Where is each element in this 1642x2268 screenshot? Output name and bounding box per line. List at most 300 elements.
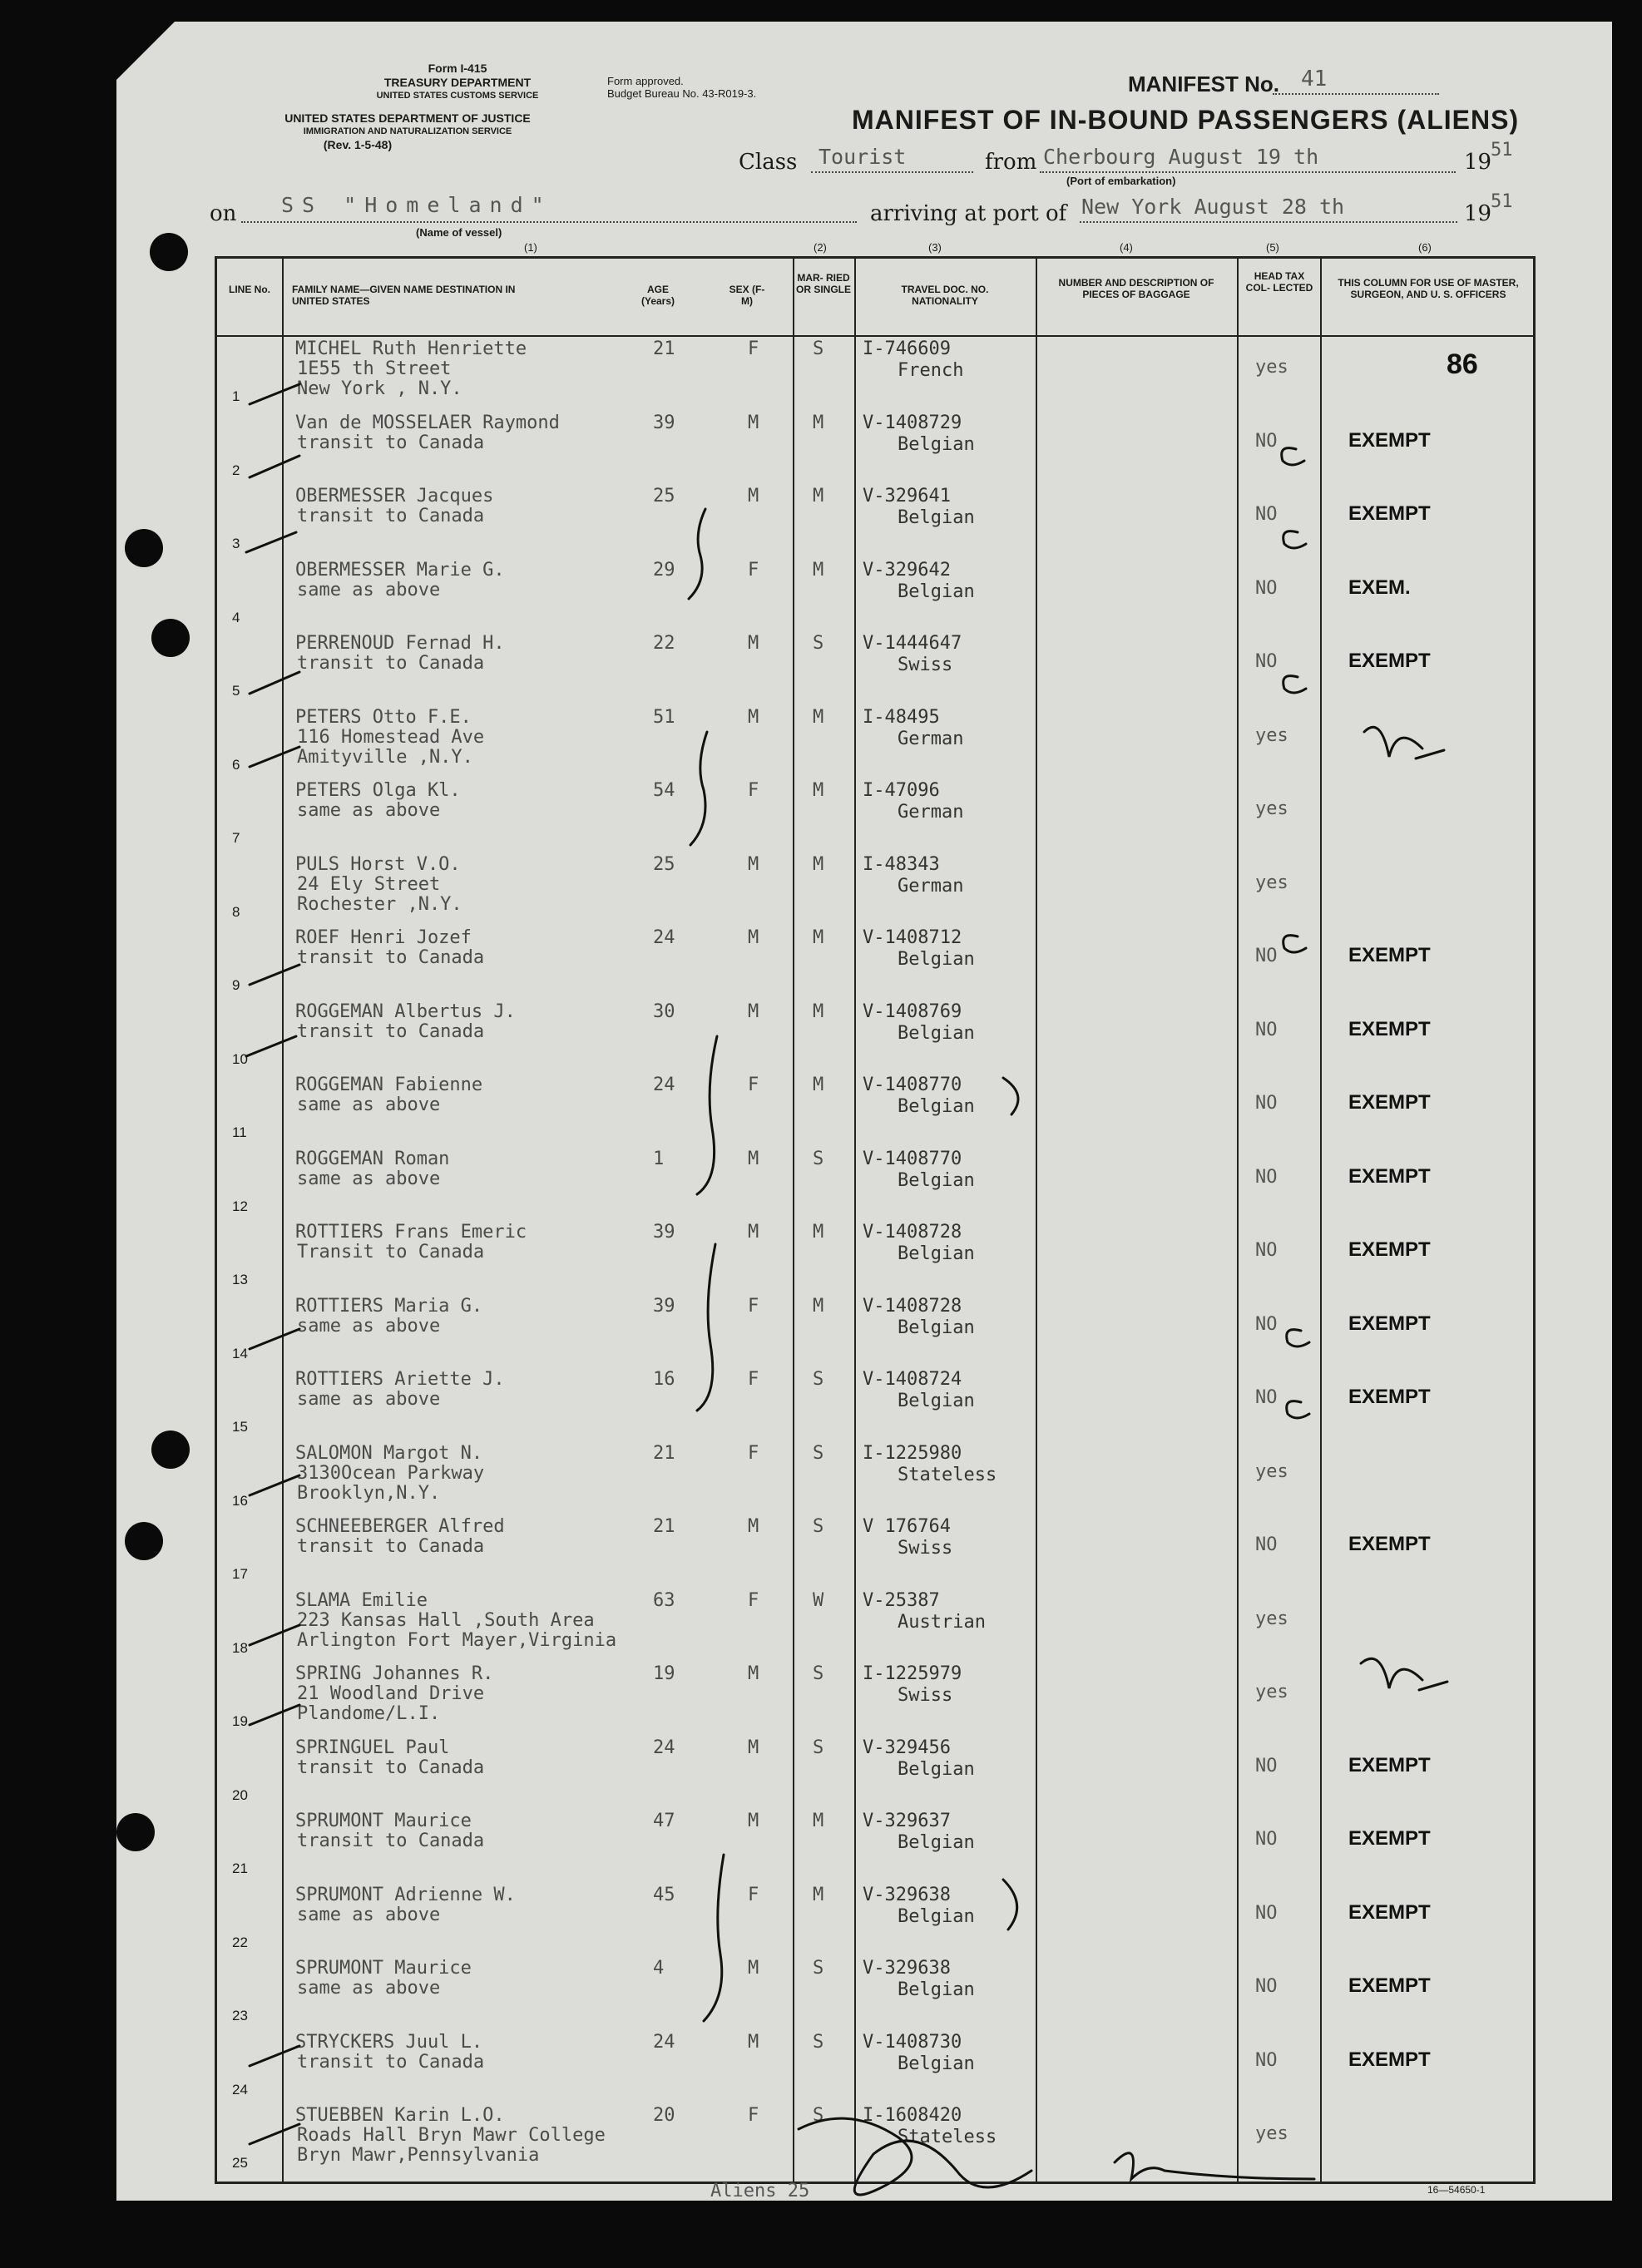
marital-status: S (813, 1148, 824, 1169)
customs-service: UNITED STATES CUSTOMS SERVICE (376, 91, 539, 101)
passenger-name: Van de MOSSELAER Raymond (295, 412, 560, 433)
officer-note: EXEMPT (1348, 428, 1431, 452)
passenger-name: MICHEL Ruth Henriette (295, 338, 527, 359)
col-number-2: (2) (814, 241, 827, 254)
officer-note: EXEMPT (1348, 1753, 1431, 1776)
officer-note: EXEMPT (1348, 1900, 1431, 1924)
destination-line-1: 116 Homestead Ave (297, 726, 485, 748)
age-value: 39 (653, 1222, 675, 1243)
col-number-1: (1) (524, 241, 537, 254)
sex-value: M (748, 1663, 759, 1684)
age-value: 45 (653, 1884, 675, 1905)
head-tax-value: NO (1255, 1019, 1278, 1040)
sex-value: F (748, 2105, 759, 2126)
col-header-baggage: NUMBER AND DESCRIPTION OF PIECES OF BAGGAGE (1058, 277, 1214, 300)
destination-line-2: Arlington Fort Mayer,Virginia (297, 1629, 617, 1651)
sex-value: M (748, 486, 759, 506)
sex-value: M (748, 853, 759, 875)
head-tax-value: NO (1255, 651, 1278, 672)
table-row (217, 631, 1533, 704)
nationality: Belgian (898, 1758, 975, 1780)
head-tax-value: NO (1255, 946, 1278, 966)
head-tax-value: NO (1255, 1976, 1278, 1997)
sex-value: F (748, 559, 759, 581)
sex-value: F (748, 1295, 759, 1317)
col-header-line-no: LINE No. (229, 284, 270, 295)
manifest-no-value: 41 (1301, 67, 1328, 91)
nationality: Belgian (898, 2053, 975, 2074)
col-number-5: (5) (1266, 241, 1279, 254)
table-row (217, 926, 1533, 999)
head-tax-value: NO (1255, 430, 1278, 452)
travel-doc-number: V-329456 (863, 1737, 951, 1758)
travel-doc-number: V-1408769 (863, 1001, 962, 1022)
officer-note: EXEMPT (1348, 1017, 1431, 1040)
nationality: Belgian (898, 581, 975, 602)
table-row (217, 1367, 1533, 1440)
sex-value: M (748, 927, 759, 948)
passenger-name: ROEF Henri Jozef (295, 927, 472, 948)
passenger-name: SPRUMONT Maurice (295, 1958, 472, 1979)
destination-line-1: 1E55 th Street (297, 358, 452, 379)
year-2: 51 (1491, 191, 1513, 212)
nationality: Stateless (898, 2127, 997, 2147)
nationality: Belgian (898, 1317, 975, 1338)
destination-line-1: transit to Canada (297, 1536, 485, 1557)
nationality: Belgian (898, 1096, 975, 1117)
line-number: 11 (232, 1124, 247, 1140)
passenger-name: SLAMA Emilie (295, 1589, 428, 1611)
sex-value: M (748, 1222, 759, 1243)
head-tax-value: yes (1255, 2123, 1288, 2144)
destination-line-1: transit to Canada (297, 1757, 485, 1778)
passenger-name: ROTTIERS Ariette J. (295, 1369, 505, 1390)
head-tax-value: NO (1255, 577, 1278, 599)
age-value: 54 (653, 780, 675, 801)
age-value: 30 (653, 1001, 675, 1022)
col-header-age: AGE (Years) (640, 284, 675, 307)
footer-code: 16—54650-1 (1427, 2184, 1486, 2196)
head-tax-value: NO (1255, 1240, 1278, 1261)
travel-doc-number: I-48343 (863, 853, 940, 875)
head-tax-value: NO (1255, 1829, 1278, 1850)
line-number: 1 (232, 388, 240, 404)
manifest-no-line (1273, 93, 1439, 95)
sex-value: F (748, 1589, 759, 1611)
passenger-name: PETERS Olga Kl. (295, 780, 461, 801)
line-number: 23 (232, 2008, 248, 2023)
line-number: 24 (232, 2081, 248, 2098)
passenger-name: SCHNEEBERGER Alfred (295, 1516, 505, 1537)
destination-line-1: 24 Ely Street (297, 873, 441, 895)
punch-hole (116, 1813, 155, 1851)
on-label: on (210, 201, 237, 226)
form-number: Form I-415 (428, 62, 487, 75)
port-embarkation-caption: (Port of embarkation) (1066, 175, 1176, 187)
destination-line-1: transit to Canada (297, 947, 485, 968)
marital-status: M (813, 780, 824, 801)
destination-line-2: Amityville ,N.Y. (297, 746, 473, 768)
head-tax-value: NO (1255, 1093, 1278, 1114)
line-number: 12 (232, 1198, 248, 1214)
officer-note: EXEMPT (1348, 1312, 1431, 1335)
treasury-department: TREASURY DEPARTMENT (383, 76, 532, 89)
age-value: 24 (653, 1737, 675, 1758)
nationality: French (898, 360, 964, 381)
passenger-name: SPRINGUEL Paul (295, 1737, 450, 1758)
officer-note: EXEMPT (1348, 1238, 1431, 1261)
punch-hole (151, 1430, 190, 1469)
travel-doc-number: V-1408730 (863, 2031, 962, 2053)
class-value: Tourist (819, 145, 907, 169)
col-header-head-tax: HEAD TAX COL- LECTED (1245, 270, 1313, 294)
nationality: Belgian (898, 1979, 975, 2000)
travel-doc-number: V-329638 (863, 1884, 951, 1905)
sex-value: F (748, 338, 759, 359)
line-number: 13 (232, 1272, 248, 1287)
head-tax-value: NO (1255, 1313, 1278, 1335)
age-value: 21 (653, 1442, 675, 1464)
budget-bureau: Budget Bureau No. 43-R019-3. (607, 87, 757, 100)
sex-value: F (748, 1369, 759, 1390)
age-value: 4 (653, 1958, 665, 1979)
age-value: 21 (653, 1516, 675, 1537)
destination-line-1: 21 Woodland Drive (297, 1683, 485, 1704)
marital-status: M (813, 412, 824, 433)
destination-line-1: transit to Canada (297, 506, 485, 526)
table-row (217, 2103, 1533, 2177)
vessel-caption: (Name of vessel) (416, 226, 502, 239)
age-value: 25 (653, 486, 675, 506)
passenger-name: OBERMESSER Marie G. (295, 559, 505, 581)
line-number: 25 (232, 2155, 248, 2171)
destination-line-1: same as above (297, 1168, 441, 1189)
year-prefix-2: 19 (1464, 201, 1492, 226)
nationality: Belgian (898, 1832, 975, 1853)
marital-status: M (813, 1222, 824, 1243)
nationality: Belgian (898, 1905, 975, 1927)
col-header-sex: SEX (F-M) (729, 284, 765, 307)
head-tax-value: yes (1255, 1460, 1288, 1482)
sex-value: F (748, 1075, 759, 1095)
passenger-name: STRYCKERS Juul L. (295, 2031, 483, 2053)
table-row (217, 337, 1533, 410)
travel-doc-number: I-48495 (863, 706, 940, 728)
travel-doc-number: V-329642 (863, 559, 951, 581)
table-row (217, 484, 1533, 557)
travel-doc-number: V-1408728 (863, 1295, 962, 1317)
head-tax-value: NO (1255, 1534, 1278, 1555)
age-value: 39 (653, 1295, 675, 1317)
head-tax-value: NO (1255, 1166, 1278, 1188)
age-value: 25 (653, 853, 675, 875)
officer-note: EXEMPT (1348, 1827, 1431, 1850)
sex-value: M (748, 1148, 759, 1169)
officer-note: EXEMPT (1348, 2048, 1431, 2071)
head-tax-value: yes (1255, 724, 1288, 746)
officer-note: EXEMPT (1348, 1974, 1431, 1997)
table-row (217, 778, 1533, 852)
arriving-line (1080, 221, 1457, 223)
travel-doc-number: V-1408770 (863, 1075, 962, 1095)
line-number: 6 (232, 756, 240, 773)
line-number: 8 (232, 903, 240, 920)
marital-status: S (813, 1737, 824, 1758)
line-number: 3 (232, 536, 240, 551)
punch-hole (150, 233, 188, 271)
age-value: 20 (653, 2105, 675, 2126)
marital-status: M (813, 927, 824, 948)
officer-note: EXEMPT (1348, 1386, 1431, 1408)
nationality: German (898, 802, 964, 823)
passenger-name: ROGGEMAN Fabienne (295, 1075, 483, 1095)
nationality: Swiss (898, 655, 953, 675)
marital-status: S (813, 1442, 824, 1464)
sex-value: M (748, 1516, 759, 1537)
age-value: 39 (653, 412, 675, 433)
line-number: 9 (232, 977, 240, 993)
line-number: 20 (232, 1786, 248, 1803)
marital-status: S (813, 1663, 824, 1684)
destination-line-2: Rochester ,N.Y. (297, 893, 462, 915)
line-number: 17 (232, 1566, 248, 1582)
table-row (217, 1662, 1533, 1735)
sex-value: F (748, 1884, 759, 1905)
table-row (217, 1441, 1533, 1514)
table-row (217, 1000, 1533, 1073)
from-line (1040, 171, 1456, 173)
age-value: 19 (653, 1663, 675, 1684)
head-tax-value: NO (1255, 1902, 1278, 1924)
destination-line-2: New York , N.Y. (297, 378, 462, 399)
sex-value: M (748, 1811, 759, 1831)
head-tax-value: NO (1255, 1387, 1278, 1408)
travel-doc-number: V-1408728 (863, 1222, 962, 1243)
nationality: German (898, 728, 964, 749)
officer-note: EXEMPT (1348, 1533, 1431, 1555)
destination-line-1: 3130Ocean Parkway (297, 1462, 485, 1484)
col-header-travel-doc: TRAVEL DOC. NO. NATIONALITY (901, 284, 989, 307)
table-row (217, 852, 1533, 926)
table-row (217, 2030, 1533, 2103)
passenger-name: SPRUMONT Adrienne W. (295, 1884, 516, 1905)
destination-line-1: same as above (297, 1315, 441, 1337)
passenger-name: PETERS Otto F.E. (295, 706, 472, 728)
sex-value: M (748, 412, 759, 433)
marital-status: S (813, 633, 824, 654)
col-header-name: FAMILY NAME—GIVEN NAME DESTINATION IN UNITED STATES (292, 284, 516, 307)
revision-date: (Rev. 1-5-48) (323, 138, 393, 151)
age-value: 16 (653, 1369, 675, 1390)
marital-status: S (813, 1958, 824, 1979)
destination-line-1: transit to Canada (297, 2051, 485, 2073)
col-header-officers: THIS COLUMN FOR USE OF MASTER, SURGEON, AND U. S. OFFICERS (1338, 277, 1519, 300)
line-number: 15 (232, 1419, 248, 1435)
table-row (217, 1589, 1533, 1662)
col-number-4: (4) (1120, 241, 1133, 254)
travel-doc-number: V-329641 (863, 486, 951, 506)
passenger-name: SALOMON Margot N. (295, 1442, 483, 1464)
travel-doc-number: I-1608420 (863, 2105, 962, 2126)
table-row (217, 1220, 1533, 1293)
sex-value: M (748, 633, 759, 654)
punch-hole (125, 529, 163, 567)
line-number: 5 (232, 683, 240, 699)
passenger-name: ROGGEMAN Albertus J. (295, 1001, 516, 1022)
table-row (217, 558, 1533, 631)
destination-line-1: transit to Canada (297, 1020, 485, 1042)
destination-line-2: Brooklyn,N.Y. (297, 1482, 441, 1504)
destination-line-1: same as above (297, 1904, 441, 1925)
line-number: 7 (232, 830, 240, 846)
destination-line-1: same as above (297, 800, 441, 821)
ins-service: IMMIGRATION AND NATURALIZATION SERVICE (303, 126, 512, 136)
nationality: Belgian (898, 1391, 975, 1411)
destination-line-1: Transit to Canada (297, 1242, 485, 1262)
vessel-line (241, 221, 857, 223)
table-row (217, 1294, 1533, 1367)
col-number-6: (6) (1418, 241, 1432, 254)
marital-status: M (813, 1075, 824, 1095)
table-row (217, 1883, 1533, 1956)
travel-doc-number: I-1225980 (863, 1442, 962, 1464)
destination-line-1: transit to Canada (297, 653, 485, 674)
line-number: 16 (232, 1492, 248, 1509)
nationality: Belgian (898, 1022, 975, 1044)
destination-line-1: same as above (297, 1094, 441, 1115)
officer-note: EXEM. (1348, 576, 1411, 599)
nationality: Stateless (898, 1464, 997, 1485)
form-approved: Form approved. (607, 75, 684, 87)
passenger-name: OBERMESSER Jacques (295, 486, 494, 506)
destination-line-1: transit to Canada (297, 1831, 485, 1851)
travel-doc-number: V-329638 (863, 1958, 951, 1979)
travel-doc-number: V-1408770 (863, 1148, 962, 1169)
nationality: Belgian (898, 433, 975, 455)
head-tax-value: yes (1255, 357, 1288, 378)
sex-value: M (748, 1737, 759, 1758)
marital-status: M (813, 853, 824, 875)
table-row (217, 1809, 1533, 1882)
arriving-label: arriving at port of (870, 201, 1067, 226)
head-tax-value: yes (1255, 1608, 1288, 1629)
table-row (217, 1956, 1533, 2029)
officer-note: EXEMPT (1348, 944, 1431, 966)
sex-value: F (748, 780, 759, 801)
year-prefix-1: 19 (1464, 150, 1492, 175)
travel-doc-number: V 176764 (863, 1516, 951, 1537)
vessel-name: SS "Homeland" (281, 193, 552, 217)
passenger-name: SPRING Johannes R. (295, 1663, 494, 1684)
nationality: Austrian (898, 1611, 986, 1633)
justice-department: UNITED STATES DEPARTMENT OF JUSTICE (284, 111, 531, 125)
head-tax-value: NO (1255, 504, 1278, 525)
travel-doc-number: I-1225979 (863, 1663, 962, 1684)
age-value: 24 (653, 1075, 675, 1095)
marital-status: M (813, 559, 824, 581)
destination-line-2: Bryn Mawr,Pennsylvania (297, 2145, 540, 2166)
travel-doc-number: V-329637 (863, 1811, 951, 1831)
line-number: 18 (232, 1639, 248, 1656)
travel-doc-number: I-47096 (863, 780, 940, 801)
destination-line-1: same as above (297, 579, 441, 600)
marital-status: W (813, 1589, 824, 1611)
table-row (217, 1736, 1533, 1809)
marital-status: S (813, 1369, 824, 1390)
officer-note: EXEMPT (1348, 650, 1431, 672)
passenger-name: STUEBBEN Karin L.O. (295, 2105, 505, 2126)
table-row (217, 411, 1533, 484)
marital-status: M (813, 1001, 824, 1022)
passenger-name: PULS Horst V.O. (295, 853, 461, 875)
travel-doc-number: V-1408729 (863, 412, 962, 433)
from-label: from (985, 150, 1037, 175)
officer-note: 86 (1447, 348, 1478, 380)
nationality: Swiss (898, 1538, 953, 1559)
nationality: Belgian (898, 949, 975, 970)
punch-hole (125, 1522, 163, 1560)
table-row (217, 1073, 1533, 1146)
head-tax-value: NO (1255, 1755, 1278, 1776)
passenger-name: ROGGEMAN Roman (295, 1148, 450, 1169)
destination-line-2: Plandome/L.I. (297, 1703, 441, 1724)
line-number: 22 (232, 1934, 248, 1950)
travel-doc-number: V-1408712 (863, 927, 962, 948)
manifest-no-label: MANIFEST No. (1128, 72, 1279, 96)
age-value: 47 (653, 1811, 675, 1831)
destination-line-1: same as above (297, 1978, 441, 1999)
col-header-married: MAR- RIED OR SINGLE (796, 272, 852, 295)
officer-note: EXEMPT (1348, 502, 1431, 525)
destination-line-1: same as above (297, 1389, 441, 1410)
passenger-name: SPRUMONT Maurice (295, 1811, 472, 1831)
arriving-value: New York August 28 th (1081, 195, 1345, 219)
class-line (811, 171, 973, 173)
line-number: 21 (232, 1860, 248, 1876)
nationality: Belgian (898, 1169, 975, 1191)
age-value: 63 (653, 1589, 675, 1611)
passenger-name: PERRENOUD Fernad H. (295, 633, 505, 654)
sex-value: F (748, 1442, 759, 1464)
destination-line-1: transit to Canada (297, 432, 485, 453)
footer-aliens: Aliens 25 (710, 2181, 810, 2201)
passenger-name: ROTTIERS Maria G. (295, 1295, 483, 1317)
officer-note: EXEMPT (1348, 1164, 1431, 1188)
nationality: German (898, 875, 964, 897)
age-value: 21 (653, 338, 675, 359)
marital-status: S (813, 2031, 824, 2053)
age-value: 29 (653, 559, 675, 581)
marital-status: M (813, 706, 824, 728)
punch-hole (151, 619, 190, 657)
travel-doc-number: V-1444647 (863, 633, 962, 654)
line-number: 4 (232, 609, 240, 625)
officer-note: EXEMPT (1348, 1091, 1431, 1114)
line-number: 14 (232, 1345, 248, 1361)
from-value: Cherbourg August 19 th (1043, 145, 1319, 169)
destination-line-1: 223 Kansas Hall ,South Area (297, 1609, 595, 1631)
sex-value: M (748, 2031, 759, 2053)
travel-doc-number: V-25387 (863, 1589, 940, 1611)
sex-value: M (748, 1001, 759, 1022)
age-value: 51 (653, 706, 675, 728)
passenger-table (215, 256, 1536, 2184)
head-tax-value: NO (1255, 2049, 1278, 2071)
marital-status: S (813, 2105, 824, 2126)
col-number-3: (3) (928, 241, 942, 254)
age-value: 1 (653, 1148, 665, 1169)
table-row (217, 705, 1533, 778)
